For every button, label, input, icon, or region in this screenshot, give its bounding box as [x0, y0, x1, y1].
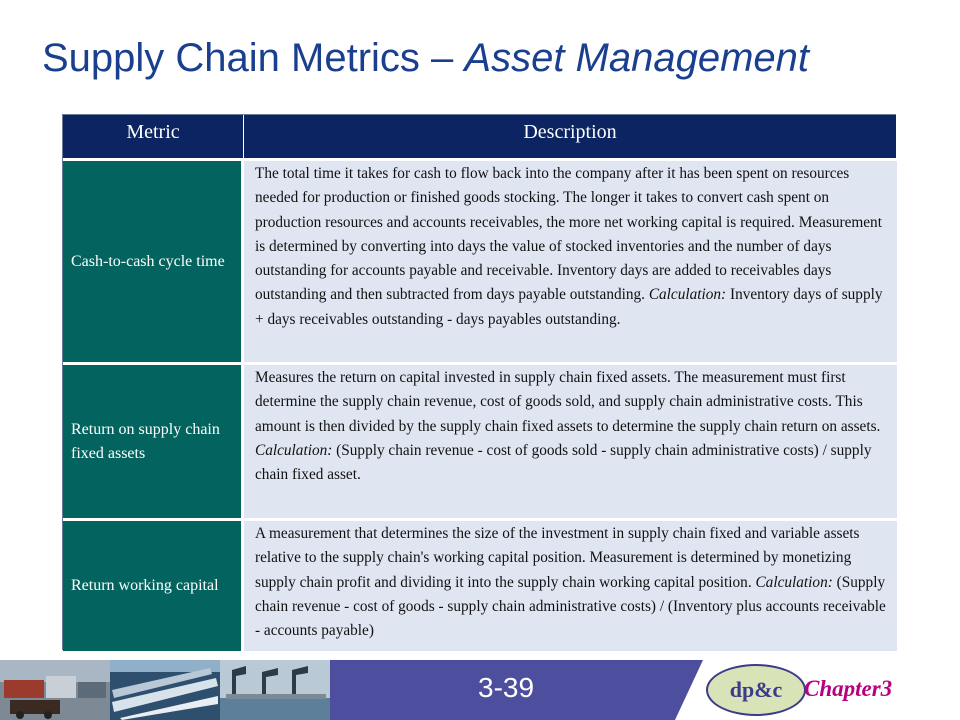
calculation-text: Inventory days of supply + days receivables outstanding - days payables outstanding. [255, 286, 883, 328]
description-cell [244, 158, 897, 362]
metric-cell: Cash-to-cash cycle time [63, 158, 244, 362]
calculation-text: (Supply chain revenue - cost of goods sold - supply chain administrative costs) / supply chain fixed asset. [255, 441, 872, 484]
page-number: 3-39 [478, 672, 535, 703]
metric-cell: Return working capital [63, 518, 244, 651]
calculation-text: (Supply chain revenue - cost of goods - supply chain administrative costs) / (Inventory plus accounts receivable - accounts payable) [255, 573, 886, 640]
chapter-label: Chapter3 [804, 676, 893, 701]
description-cell [244, 518, 897, 651]
description-text: The total time it takes for cash to flow back into the company after it has been spent on resources needed for production or finished goods stocking. The longer it takes to convert cash spent on production resources and accounts receivables, the more net working capital is required. Measurement is determined by converting into days the value of stocked inventories and the number of days outstanding for accounts payable and receivable. Inventory days are added to receivables days outstanding and then subtracted from days payable outstanding. [255, 165, 882, 304]
description-text: A measurement that determines the size of the investment in supply chain fixed and variable assets relative to the supply chain's working capital position. Measurement is determined by monetizing supply chain profit and dividing it into the supply chain working capital position. [255, 525, 860, 591]
logistics-photo-strip [0, 660, 330, 720]
header-description: Description [244, 115, 897, 158]
photo-strip-image [0, 660, 330, 720]
metrics-table [62, 114, 896, 650]
header-metric: Metric [63, 115, 244, 158]
description-text: Measures the return on capital invested in supply chain fixed assets. The measurement must first determine the supply chain revenue, cost of goods sold, and supply chain administrative costs. This amount is then divided by the supply chain fixed assets to determine the supply chain return on assets. [255, 369, 881, 435]
calculation-label: Calculation: [648, 286, 727, 304]
dpc-logo: dp&c [706, 664, 806, 716]
metric-cell: Return on supply chain fixed assets [63, 362, 244, 518]
title-main: Supply Chain Metrics – [42, 36, 465, 80]
title-italic: Asset Management [464, 36, 810, 80]
slide-title [42, 36, 809, 81]
description-cell [244, 362, 897, 518]
calculation-label: Calculation: [255, 441, 333, 459]
calculation-label: Calculation: [755, 573, 833, 591]
